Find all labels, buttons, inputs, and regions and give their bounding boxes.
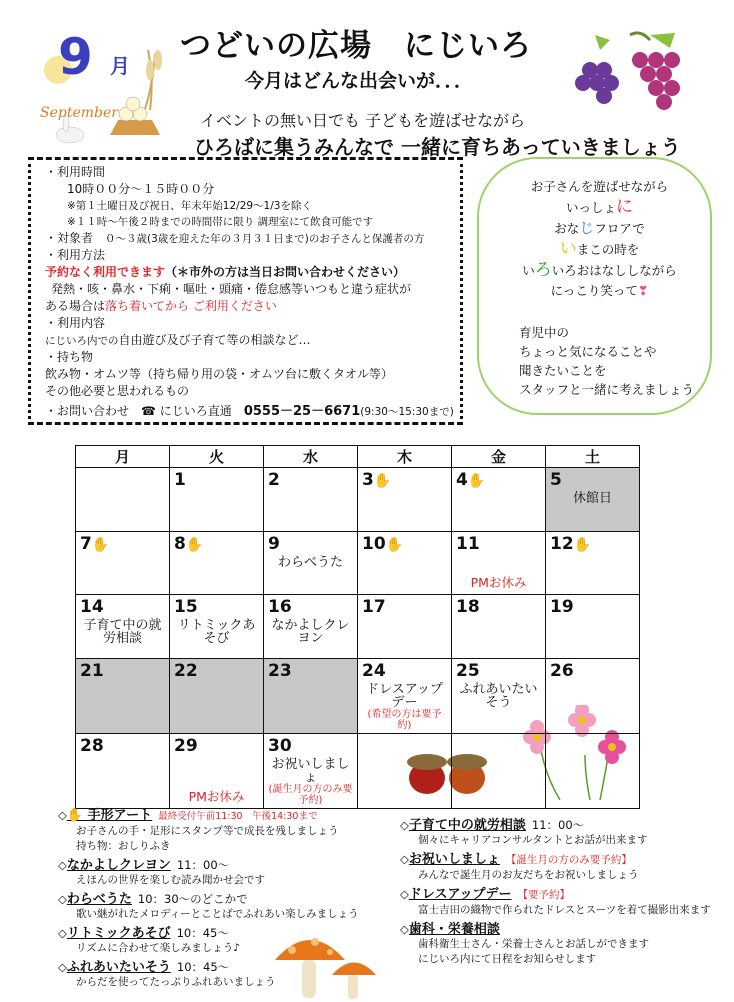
page-title: つどいの広場 にじいろ bbox=[180, 28, 532, 64]
calendar-day-number: 17 bbox=[362, 597, 386, 617]
calendar-day-number: 23 bbox=[268, 660, 292, 681]
bubble-consult-block bbox=[499, 323, 700, 399]
diamond-bullet-icon: ◇ bbox=[58, 808, 67, 822]
content-label: ・利用内容 bbox=[45, 316, 106, 330]
bubble-line-2a: いっしょ bbox=[565, 200, 616, 215]
calendar-event: リトミックあそび bbox=[177, 618, 256, 646]
calendar-event-note: (希望の方は要予約) bbox=[367, 708, 442, 731]
calendar-day-number: 3 bbox=[362, 470, 374, 490]
page-subtitle: 今月はどんな出会いが．．． bbox=[245, 70, 474, 92]
bubble-line-3 bbox=[499, 218, 700, 239]
tagline-line-2: ひろばに集うみんなで 一緒に育ちあっていきましょう bbox=[194, 135, 681, 159]
bubble-line-2 bbox=[499, 197, 700, 218]
calendar-event-closure: PMお休み bbox=[470, 575, 527, 590]
legend-item-header bbox=[400, 922, 720, 937]
diamond-bullet-icon: ◇ bbox=[58, 858, 67, 872]
bring-text-2: その他必要と思われるもの bbox=[45, 384, 190, 398]
legend-item bbox=[58, 858, 388, 888]
legend-item-description: お子さんの手・足形にスタンプ等で成長を残しましょう bbox=[76, 825, 339, 837]
legend-item-name: なかよしクレヨン bbox=[66, 858, 171, 873]
legend-item-description: みんなで誕生月のお友だちをお祝いしましょう bbox=[418, 869, 639, 881]
bubble-line-7: 育児中の bbox=[519, 325, 570, 340]
diamond-bullet-icon: ◇ bbox=[400, 852, 409, 866]
hours-note-2: ※１１時～午後２時までの時間帯に限り 調理室にて飲食可能です bbox=[67, 216, 374, 228]
bubble-line-5b: ろ bbox=[534, 260, 552, 280]
legend-item-description: リズムに合わせて楽しみましょう♪ bbox=[76, 942, 240, 954]
calendar-week-row bbox=[76, 733, 640, 808]
diamond-bullet-icon: ◇ bbox=[58, 926, 67, 940]
calendar-day-cell bbox=[264, 468, 358, 532]
bubble-line-6 bbox=[499, 281, 700, 301]
bubble-line-4b: まこの時を bbox=[576, 242, 640, 257]
diamond-bullet-icon: ◇ bbox=[58, 960, 67, 974]
content-text-1: にじいろ内での bbox=[45, 335, 119, 347]
legend-item-description: 持ち物：おしりふき bbox=[76, 840, 171, 852]
legend-left bbox=[58, 808, 388, 994]
weekday-header: 金 bbox=[452, 446, 546, 468]
calendar-day-number: 4 bbox=[456, 470, 468, 490]
calendar-week-row bbox=[76, 595, 640, 659]
legend-item-time: 10：45～ bbox=[176, 926, 229, 940]
weekday-header: 火 bbox=[170, 446, 264, 468]
month-english: September bbox=[40, 105, 118, 121]
legend-item-header bbox=[400, 818, 720, 833]
legend-item-header bbox=[58, 808, 388, 824]
calendar-body bbox=[76, 468, 640, 809]
calendar-event: 子育て中の就労相談 bbox=[83, 618, 162, 646]
legend-item-time: 最終受付午前11:30 午後14:30まで bbox=[158, 811, 318, 822]
legend-item-name: リトミックあそび bbox=[66, 926, 171, 941]
calendar-event-note: (誕生月の方のみ要予約) bbox=[268, 783, 353, 806]
legend-item bbox=[58, 808, 388, 854]
calendar-event: わらべうた bbox=[277, 554, 343, 570]
weekday-header: 土 bbox=[546, 446, 640, 468]
bubble-line-3b: じ bbox=[579, 219, 595, 237]
calendar-day-cell bbox=[264, 531, 358, 595]
hours-value: 10時００分～１５時００分 bbox=[67, 182, 215, 196]
legend-item-reservation: 【要予約】 bbox=[517, 889, 571, 901]
hand-stamp-icon: ✋ bbox=[185, 536, 204, 553]
target-value: ０～３歳(3歳を迎えた年の３月３１日まで)のお子さんと保護者の方 bbox=[105, 233, 425, 245]
legend-item-description: 個々にキャリアコンサルタントとお話が出来ます bbox=[418, 834, 648, 846]
calendar-day-cell bbox=[546, 531, 640, 595]
calendar-day-cell bbox=[264, 658, 358, 733]
legend-item-description: にじいろ内にて日程をお知らせします bbox=[418, 953, 597, 965]
calendar-day-number: 18 bbox=[456, 597, 480, 617]
calendar-day-cell bbox=[76, 733, 170, 808]
diamond-bullet-icon: ◇ bbox=[400, 887, 409, 901]
calendar-day-cell bbox=[170, 468, 264, 532]
legend-item bbox=[58, 926, 388, 956]
legend-item-header bbox=[400, 852, 720, 868]
calendar-day-cell bbox=[358, 595, 452, 659]
calendar-day-number: 8 bbox=[174, 533, 186, 554]
calendar-day-number: 1 bbox=[174, 470, 186, 490]
target-label: ・対象者 bbox=[45, 231, 94, 245]
hand-stamp-icon: ✋ bbox=[467, 473, 486, 489]
hand-stamp-icon: ✋ bbox=[373, 473, 392, 489]
hand-stamp-icon: ✋ bbox=[573, 536, 592, 553]
method-text-1: 発熱・咳・鼻水・下痢・嘔吐・頭痛・倦怠感等いつもと違う症状が bbox=[51, 282, 412, 296]
legend-item bbox=[400, 852, 720, 883]
legend-item-header bbox=[400, 887, 720, 903]
calendar-event: お祝いしましょ bbox=[271, 756, 350, 785]
legend-item-name: ✋ 手形アート bbox=[66, 808, 153, 823]
legend-item-description: からだを使ってたっぷりふれあいましょう bbox=[76, 976, 276, 988]
bubble-line-9: 聞きたいことを bbox=[519, 363, 607, 378]
calendar-day-number: 26 bbox=[550, 660, 574, 681]
legend-item-description: 歯科衛生士さん・栄養士さんとお話しができます bbox=[418, 938, 649, 950]
calendar-day-cell bbox=[546, 468, 640, 532]
calendar-day-number: 14 bbox=[80, 597, 104, 617]
calendar-day-cell bbox=[76, 595, 170, 659]
calendar-day-number: 16 bbox=[268, 597, 292, 617]
calendar-day-number: 7 bbox=[80, 533, 92, 554]
calendar-day-number: 21 bbox=[80, 660, 104, 681]
bubble-line-4a: い bbox=[559, 239, 577, 259]
bubble-line-3a: おな bbox=[554, 221, 580, 236]
hours-note-1: ※第１土曜日及び祝日、年末年始12/29～1/3を除く bbox=[67, 200, 312, 212]
calendar-day-cell bbox=[546, 658, 640, 733]
calendar-day-cell bbox=[452, 531, 546, 595]
calendar-event-closure: PMお休み bbox=[188, 788, 245, 804]
bring-label: ・持ち物 bbox=[45, 350, 94, 364]
calendar-day-cell bbox=[76, 468, 170, 532]
legend-item-header bbox=[58, 926, 388, 941]
calendar-day-number: 12 bbox=[550, 533, 574, 554]
method-text-2b: 落ち着いてから ご利用ください bbox=[105, 299, 277, 313]
calendar-weekday-row bbox=[76, 446, 640, 468]
legend-item-name: 子育て中の就労相談 bbox=[408, 818, 526, 833]
bubble-line-5c: いろおはなししながら bbox=[551, 263, 677, 278]
calendar-day-number: 19 bbox=[550, 597, 574, 617]
legend-item bbox=[400, 818, 720, 848]
legend-item-description: えほんの世界を楽しむ読み聞かせ会です bbox=[76, 874, 265, 886]
calendar-day-cell bbox=[452, 468, 546, 532]
legend-item-reservation: 【誕生月の方のみ要予約】 bbox=[505, 854, 632, 866]
legend-item-name: ドレスアップデー bbox=[408, 887, 512, 902]
legend-item-name: お祝いしましょ bbox=[408, 852, 500, 867]
legend-item-description: 富士吉田の織物で作られたドレスとスーツを着て撮影出来ます bbox=[418, 904, 711, 916]
weekday-header: 月 bbox=[76, 446, 170, 468]
month-number: 9 bbox=[58, 28, 93, 86]
calendar-day-cell bbox=[546, 733, 640, 808]
target-row bbox=[45, 230, 450, 247]
legend-item-name: わらべうた bbox=[66, 892, 132, 907]
bubble-line-3c: フロアで bbox=[594, 221, 645, 236]
contact-hours: (9:30～15:30まで) bbox=[360, 406, 454, 418]
calendar-event: 休館日 bbox=[572, 491, 612, 506]
calendar-day-number: 10 bbox=[362, 533, 386, 554]
hand-stamp-icon: ✋ bbox=[385, 536, 404, 553]
calendar-day-number: 29 bbox=[174, 735, 198, 756]
grapes-illustration bbox=[570, 30, 710, 120]
legend-right bbox=[400, 818, 720, 971]
content-row bbox=[45, 332, 450, 349]
bubble-line-5 bbox=[499, 260, 700, 281]
legend-item-header bbox=[58, 858, 388, 873]
calendar-day-number: 15 bbox=[174, 597, 198, 617]
calendar-day-cell bbox=[76, 531, 170, 595]
calendar-day-cell bbox=[452, 595, 546, 659]
bring-text-1: 飲み物・オムツ等（持ち帰り用の袋・オムツ台に敷くタオル等） bbox=[45, 367, 394, 381]
diamond-bullet-icon: ◇ bbox=[400, 818, 409, 832]
bubble-line-6-text: にっこり笑って bbox=[550, 283, 638, 298]
weekday-header: 木 bbox=[358, 446, 452, 468]
calendar-day-number: 25 bbox=[456, 660, 480, 681]
calendar-day-cell bbox=[170, 733, 264, 808]
weekday-header: 水 bbox=[264, 446, 358, 468]
contact-name: ☎ にじいろ直通 bbox=[141, 404, 232, 418]
bubble-line-5a: い bbox=[522, 263, 535, 278]
tagline-line-1: イベントの無い日でも 子どもを遊ばせながら bbox=[200, 111, 526, 130]
calendar-day-cell bbox=[264, 733, 358, 808]
legend-item-name: 歯科・栄養相談 bbox=[408, 922, 500, 937]
method-text-2a: ある場合は bbox=[45, 299, 106, 313]
bubble-line-10: スタッフと一緒に考えましょう bbox=[519, 382, 695, 397]
diamond-bullet-icon: ◇ bbox=[400, 922, 409, 936]
heart-icon: ❣ bbox=[637, 283, 649, 298]
contact-row bbox=[45, 403, 454, 420]
month-badge bbox=[40, 28, 170, 138]
bubble-line-2b: に bbox=[616, 197, 633, 217]
hand-stamp-icon: ✋ bbox=[91, 536, 110, 553]
legend-item bbox=[58, 892, 388, 922]
calendar-week-row bbox=[76, 658, 640, 733]
method-text-2 bbox=[45, 298, 450, 315]
legend-item-time: 10：45～ bbox=[176, 960, 230, 974]
method-row bbox=[45, 264, 450, 281]
contact-phone: 0555－25－6671 bbox=[243, 404, 361, 419]
calendar-day-cell bbox=[170, 531, 264, 595]
message-bubble bbox=[477, 157, 712, 415]
calendar-day-number: 28 bbox=[80, 735, 104, 756]
info-box bbox=[28, 157, 463, 425]
calendar-week-row bbox=[76, 531, 640, 595]
calendar-week-row bbox=[76, 468, 640, 532]
calendar-day-cell bbox=[264, 595, 358, 659]
calendar-event: ふれあいたいそう bbox=[459, 681, 538, 710]
calendar-day-number: 5 bbox=[550, 470, 562, 490]
content-text-2: 自由遊び及び子育て等の相談など… bbox=[118, 333, 311, 347]
legend-item-header bbox=[58, 892, 388, 907]
legend-item-header bbox=[58, 960, 388, 975]
legend-item-description: 歌い継がれたメロディーとことばでふれあい楽しみましょう bbox=[76, 908, 359, 920]
bubble-line-8: ちょっと気になることや bbox=[519, 344, 657, 359]
legend-item-time: 11：00～ bbox=[531, 818, 585, 832]
calendar-day-cell bbox=[170, 595, 264, 659]
calendar-day-number: 9 bbox=[268, 533, 280, 554]
calendar-day-cell bbox=[170, 658, 264, 733]
hours-label: ・利用時間 bbox=[45, 165, 106, 179]
calendar-day-cell bbox=[452, 733, 546, 808]
contact-label: ・お問い合わせ bbox=[45, 404, 130, 418]
calendar-day-cell bbox=[358, 468, 452, 532]
diamond-bullet-icon: ◇ bbox=[58, 892, 67, 906]
calendar-day-cell bbox=[546, 595, 640, 659]
method-note: （＊市外の方は当日お問い合わせください） bbox=[165, 265, 406, 279]
calendar-day-cell bbox=[358, 658, 452, 733]
calendar-day-cell bbox=[358, 531, 452, 595]
bubble-line-1: お子さんを遊ばせながら bbox=[530, 179, 669, 194]
legend-item-time: 11：00～ bbox=[176, 858, 230, 872]
calendar-table bbox=[75, 445, 640, 809]
calendar-event: ドレスアップデー bbox=[366, 681, 443, 710]
legend-item bbox=[58, 960, 388, 990]
legend-item bbox=[400, 887, 720, 918]
legend-item-name: ふれあいたいそう bbox=[66, 960, 171, 975]
calendar-event: なかよしクレヨン bbox=[271, 618, 350, 646]
calendar-day-cell bbox=[452, 658, 546, 733]
legend-item-time: 10：30～のどこかで bbox=[137, 892, 248, 906]
method-label: ・利用方法 bbox=[45, 248, 106, 262]
calendar-day-number: 22 bbox=[174, 660, 198, 681]
month-kanji: 月 bbox=[110, 54, 130, 78]
calendar-day-number: 30 bbox=[268, 735, 292, 756]
legend-item bbox=[400, 922, 720, 967]
calendar-day-number: 2 bbox=[268, 470, 280, 490]
bubble-line-4 bbox=[499, 239, 700, 260]
method-highlight: 予約なく利用できます bbox=[45, 265, 166, 279]
calendar-day-cell bbox=[358, 733, 452, 808]
calendar-day-number: 11 bbox=[456, 533, 480, 554]
calendar-day-cell bbox=[76, 658, 170, 733]
calendar-day-number: 24 bbox=[362, 660, 386, 681]
